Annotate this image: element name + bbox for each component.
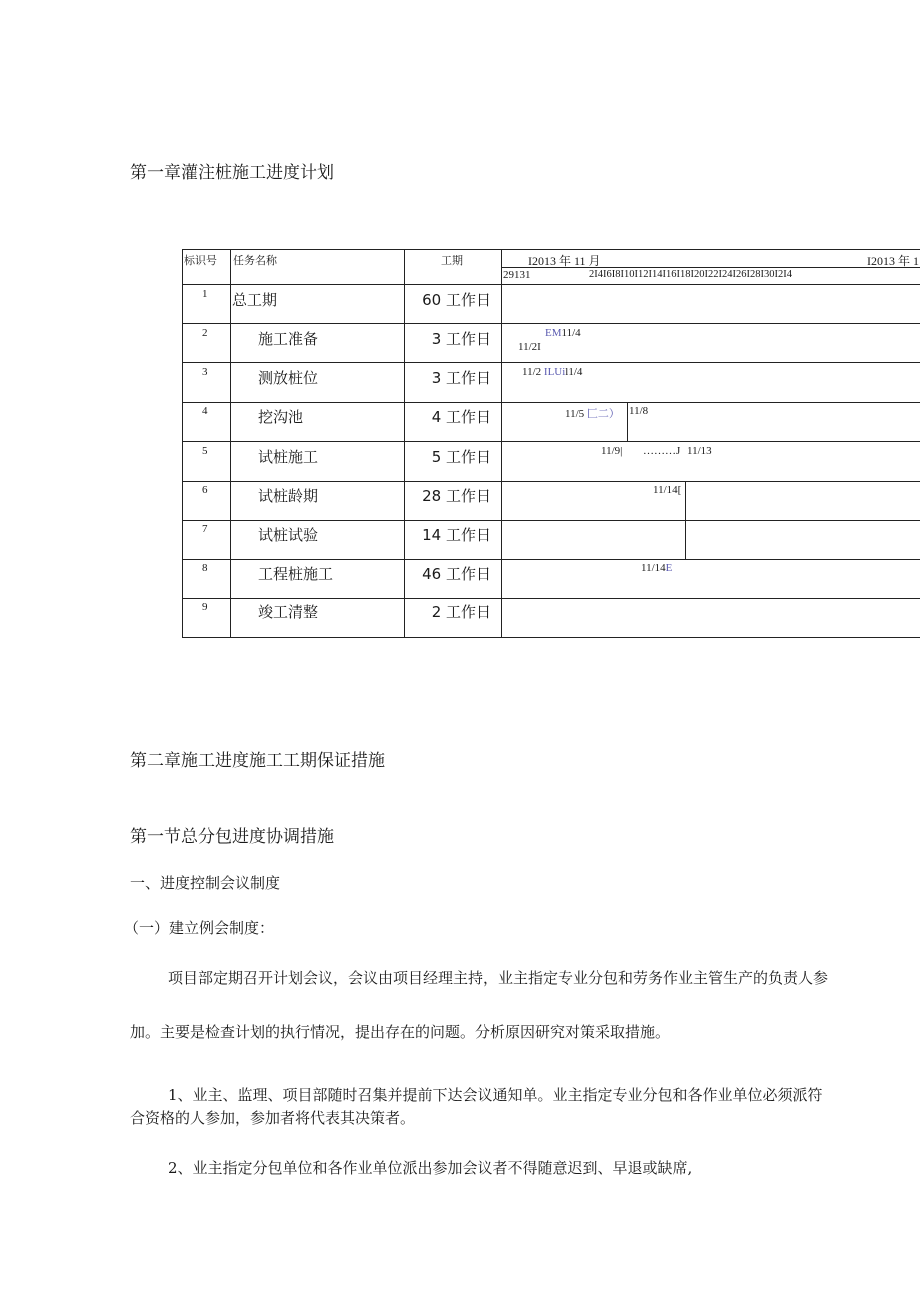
timeline-month-2: I2013 年 1	[867, 254, 919, 268]
bar-label-row-2-start: 11/2I	[518, 341, 541, 353]
row-divider	[183, 362, 920, 363]
bar-label-row-8: 11/14E	[641, 562, 673, 574]
timeline-days-right: 2I4I6I8I10I12I14I16I18I20I22I24I26I28I30I2I4	[589, 269, 792, 280]
header-name: 任务名称	[233, 254, 277, 267]
section-1-title: 第一节总分包进度协调措施	[130, 827, 334, 847]
row-divider	[183, 520, 920, 521]
bar-label-row-5: 11/9|	[601, 445, 623, 457]
task-name: 竣工清整	[258, 603, 319, 621]
header-id: 标识号	[184, 254, 217, 267]
task-name: 试桩施工	[258, 448, 319, 466]
dependency-line	[685, 482, 686, 559]
timeline-days-left: 29131	[503, 269, 531, 281]
row-id: 2	[202, 327, 208, 339]
header-divider	[183, 284, 920, 285]
chapter-2-title: 第二章施工进度施工工期保证措施	[130, 751, 385, 771]
task-duration: 60 工作日	[422, 291, 491, 309]
row-divider	[183, 481, 920, 482]
column-divider	[501, 250, 502, 637]
row-id: 1	[202, 288, 208, 300]
row-id: 8	[202, 562, 208, 574]
paragraph-1-line-2: 加。主要是检查计划的执行情况，提出存在的问题。分析原因研究对策采取措施。	[130, 1023, 671, 1041]
bar-label-row-4: 11/5 匚二）	[565, 408, 620, 420]
row-divider	[183, 323, 920, 324]
bar-label-row-3: 11/2 ILUil1/4	[522, 366, 583, 378]
bar-label-row-5-dots: ………J	[643, 445, 681, 457]
task-name: 测放桩位	[258, 369, 319, 387]
bar-label-row-2: EM11/4	[545, 327, 581, 339]
bar-label-row-4-end: 11/8	[629, 405, 649, 417]
task-name: 挖沟池	[258, 408, 304, 426]
task-duration: 46 工作日	[422, 565, 491, 583]
paragraph-2-line-1: 1、业主、监理、项目部随时召集并提前下达会议通知单。业主指定专业分包和各作业单位必须派符	[168, 1086, 823, 1104]
timeline-month-1: I2013 年 11 月	[528, 254, 601, 268]
bar-label-row-5-end: 11/13	[687, 445, 712, 457]
row-divider	[183, 402, 920, 403]
paragraph-2-line-2: 合资格的人参加，参加者将代表其决策者。	[130, 1109, 416, 1127]
subsection-title: 一、进度控制会议制度	[130, 874, 281, 892]
task-duration: 2 工作日	[431, 603, 491, 621]
row-divider	[183, 441, 920, 442]
subsubsection-title: （一）建立例会制度：	[124, 919, 275, 937]
task-name: 施工准备	[258, 330, 319, 348]
row-id: 9	[202, 601, 208, 613]
task-duration: 3 工作日	[431, 369, 491, 387]
row-id: 7	[202, 523, 208, 535]
task-duration: 14 工作日	[422, 526, 491, 544]
task-duration: 3 工作日	[431, 330, 491, 348]
task-name: 总工期	[232, 291, 278, 309]
paragraph-1-line-1: 项目部定期召开计划会议，会议由项目经理主持，业主指定专业分包和劳务作业主管生产的负责人参	[168, 969, 829, 987]
row-id: 3	[202, 366, 208, 378]
task-name: 试桩试验	[258, 526, 319, 544]
row-divider	[183, 559, 920, 560]
chapter-1-title: 第一章灌注桩施工进度计划	[130, 163, 334, 183]
row-id: 4	[202, 405, 208, 417]
task-duration: 5 工作日	[431, 448, 491, 466]
column-divider	[230, 250, 231, 637]
task-name: 试桩龄期	[258, 487, 319, 505]
row-divider	[183, 598, 920, 599]
task-name: 工程桩施工	[258, 565, 334, 583]
paragraph-3-line-1: 2、业主指定分包单位和各作业单位派出参加会议者不得随意迟到、早退或缺席,	[168, 1159, 693, 1177]
header-duration: 工期	[441, 254, 463, 267]
bar-label-row-6: 11/14[	[653, 484, 682, 496]
task-duration: 28 工作日	[422, 487, 491, 505]
row-id: 6	[202, 484, 208, 496]
task-duration: 4 工作日	[431, 408, 491, 426]
row-id: 5	[202, 445, 208, 457]
dependency-line	[627, 403, 628, 441]
gantt-table	[182, 249, 920, 638]
